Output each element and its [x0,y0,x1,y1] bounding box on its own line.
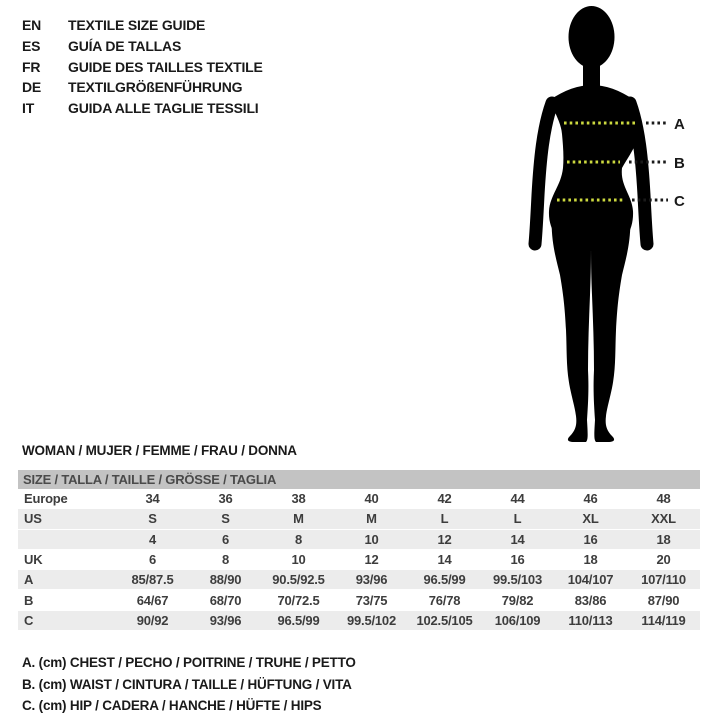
marker-label-b: B [674,155,685,172]
guide-title: TEXTILGRÖßENFÜHRUNG [68,79,243,96]
table-row-label: A [18,570,116,590]
section-heading: WOMAN / MUJER / FEMME / FRAU / DONNA [22,443,297,458]
table-cell: 16 [481,550,554,570]
table-row-label: US [18,509,116,529]
table-row-label: Europe [18,489,116,509]
table-cell: 99.5/103 [481,570,554,590]
language-code: FR [22,58,41,75]
table-cell: 76/78 [408,590,481,610]
table-cell: L [481,509,554,529]
table-cell: 8 [262,530,335,550]
table-cell: 114/119 [627,611,700,631]
language-code: ES [22,38,41,55]
table-cell: 93/96 [335,570,408,590]
marker-label-a: A [674,116,685,133]
table-cell: 12 [335,550,408,570]
table-cell: 18 [627,530,700,550]
table-cell: 107/110 [627,570,700,590]
language-row-es [22,36,263,57]
language-code: DE [22,79,42,96]
table-cell: 48 [627,489,700,509]
size-table [18,470,700,631]
table-cell: L [408,509,481,529]
table-cell: S [116,509,189,529]
table-cell: 46 [554,489,627,509]
guide-title: GUIDE DES TAILLES TEXTILE [68,58,263,75]
table-cell: 38 [262,489,335,509]
table-cell: 14 [408,550,481,570]
table-header: SIZE / TALLA / TAILLE / GRÖSSE / TAGLIA [18,470,700,489]
table-cell: 4 [116,530,189,550]
table-cell: 90/92 [116,611,189,631]
table-row-label: UK [18,550,116,570]
legend-line-a: A. (cm) CHEST / PECHO / POITRINE / TRUHE / PETTO [22,655,356,671]
table-cell: 16 [554,530,627,550]
table-cell: S [189,509,262,529]
marker-label-c: C [674,193,685,210]
table-cell: 83/86 [554,590,627,610]
table-cell: 8 [189,550,262,570]
table-cell: 10 [262,550,335,570]
table-cell: 14 [481,530,554,550]
table-cell: 85/87.5 [116,570,189,590]
table-cell: 87/90 [627,590,700,610]
table-cell: 99.5/102 [335,611,408,631]
legend-line-c: C. (cm) HIP / CADERA / HANCHE / HÜFTE / HIPS [22,698,322,714]
table-cell: 73/75 [335,590,408,610]
guide-title: GUIDA ALLE TAGLIE TESSILI [68,100,259,117]
guide-title: GUÍA DE TALLAS [68,38,182,55]
measurement-figure [488,0,700,448]
woman-silhouette-icon [488,0,700,448]
table-cell: 102.5/105 [408,611,481,631]
table-cell: 104/107 [554,570,627,590]
language-list [22,15,263,118]
table-cell: 6 [116,550,189,570]
table-cell: 20 [627,550,700,570]
table-cell: 96.5/99 [262,611,335,631]
measurement-legend [22,652,356,717]
table-cell: 64/67 [116,590,189,610]
table-cell: 10 [335,530,408,550]
language-row-fr [22,56,263,77]
table-row-label: C [18,611,116,631]
language-row-en [22,15,263,36]
table-cell: 36 [189,489,262,509]
table-row-label [18,530,116,550]
language-code: IT [22,100,35,117]
language-code: EN [22,17,42,34]
table-cell: XXL [627,509,700,529]
table-cell: 34 [116,489,189,509]
table-cell: 68/70 [189,590,262,610]
table-cell: M [262,509,335,529]
table-cell: 110/113 [554,611,627,631]
table-row-label: B [18,590,116,610]
table-cell: 106/109 [481,611,554,631]
guide-title: TEXTILE SIZE GUIDE [68,17,206,34]
table-cell: M [335,509,408,529]
table-cell: 70/72.5 [262,590,335,610]
legend-line-b: B. (cm) WAIST / CINTURA / TAILLE / HÜFTUNG / VITA [22,676,352,692]
table-cell: 90.5/92.5 [262,570,335,590]
table-cell: 18 [554,550,627,570]
language-row-de [22,77,263,98]
table-cell: XL [554,509,627,529]
table-cell: 96.5/99 [408,570,481,590]
table-cell: 42 [408,489,481,509]
table-cell: 93/96 [189,611,262,631]
table-cell: 44 [481,489,554,509]
language-row-it [22,98,263,119]
table-cell: 88/90 [189,570,262,590]
table-cell: 79/82 [481,590,554,610]
table-cell: 40 [335,489,408,509]
table-cell: 6 [189,530,262,550]
table-cell: 12 [408,530,481,550]
